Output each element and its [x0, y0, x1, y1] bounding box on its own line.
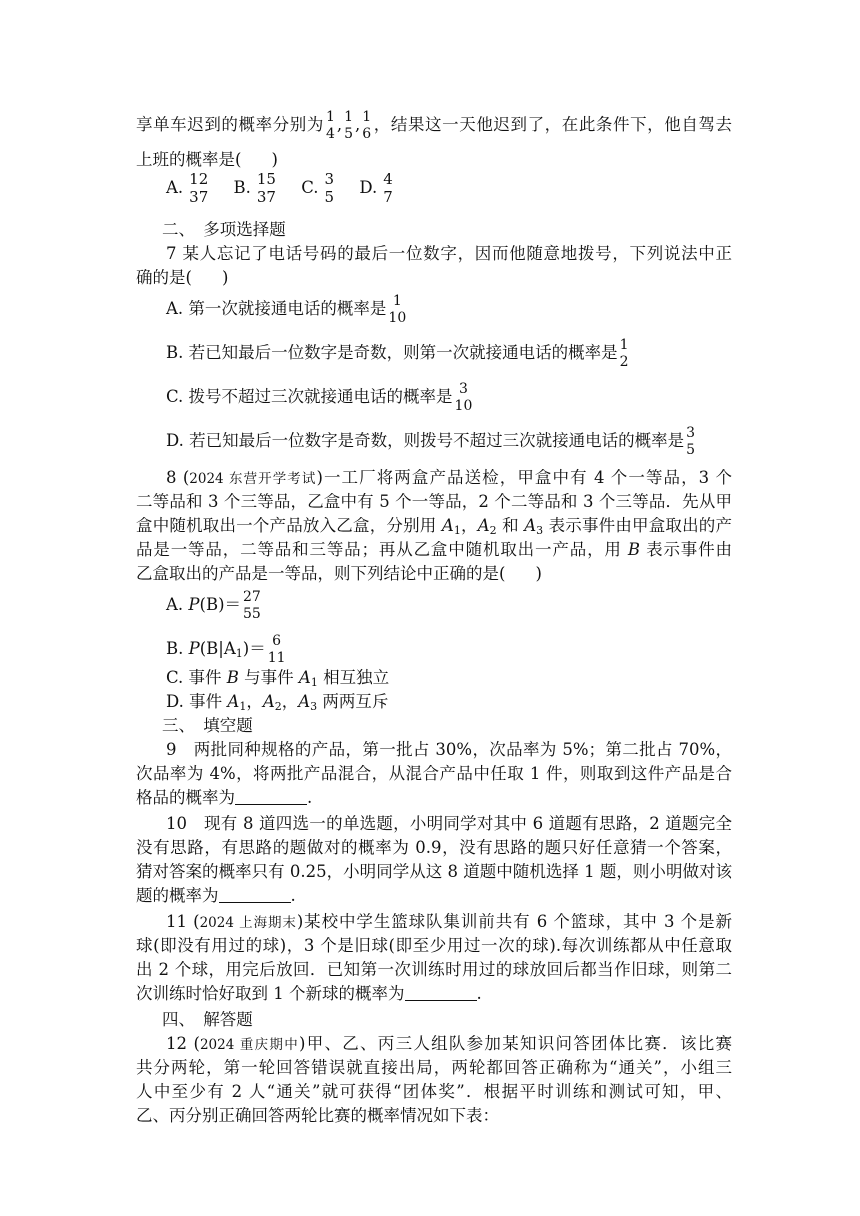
answer-blank[interactable] — [235, 788, 307, 805]
q8-option-d: D. 事件 $A_1$，$A_2$，$A_3$ 两两互斥 — [166, 692, 389, 713]
q6-line2: 上班的概率是( ) — [136, 150, 278, 169]
q12-line2: 共分两轮，第一轮回答错误就直接出局，两轮都回答正确称为“通关”，小组三 — [136, 1058, 732, 1077]
q6-options — [166, 172, 762, 205]
q7-option-a: A. 第一次就接通电话的概率是 1 10 — [166, 293, 407, 326]
q10-line4: 题的概率为 . — [136, 886, 296, 905]
q8-line2: 二等品和 3 个三等品，乙盒中有 5 个一等品，2 个二等品和 3 个三等品．先从甲 — [136, 492, 732, 511]
q7-option-b: B. 若已知最后一位数字是奇数，则第一次就接通电话的概率是 1 2 — [166, 337, 629, 370]
q11-line1: 11 (2024 上海期末)某校中学生篮球队集训前共有 6 个篮球，其中 3 个是新 — [166, 912, 732, 931]
question-source: 2024 重庆期中 — [199, 1037, 299, 1053]
answer-blank[interactable] — [405, 984, 477, 1001]
fraction: 4 7 — [383, 170, 393, 206]
q8-line1: 8 (2024 东营开学考试)一工厂将两盒产品送检，甲盒中有 4 个一等品，3 个 — [166, 468, 732, 487]
fraction: 15 37 — [256, 170, 276, 206]
q9-line3: 格品的概率为 . — [136, 788, 313, 807]
question-source: 2024 上海期末 — [199, 915, 297, 931]
q12-line4: 乙、丙分别正确回答两轮比赛的概率情况如下表： — [136, 1106, 499, 1125]
q6-option-c: C. 3 5 — [301, 170, 335, 206]
q8-line5: 乙盒取出的产品是一等品，则下列结论中正确的是( ) — [136, 564, 542, 583]
q6-option-a: A. 12 37 — [166, 170, 209, 206]
section-heading-4: 四、 解答题 — [162, 1010, 253, 1029]
q9-line2: 次品率为 4%，将两批产品混合，从混合产品中任取 1 件，则取到这件产品是合 — [136, 764, 732, 783]
q6-option-d: D. 4 7 — [359, 170, 393, 206]
q7-option-d: D. 若已知最后一位数字是奇数，则拨号不超过三次就接通电话的概率是 3 5 — [166, 425, 696, 458]
q11-line3: 出 2 个球，用完后放回．已知第一次训练时用过的球放回后都当作旧球，则第二 — [136, 960, 732, 979]
fraction: 1 5 — [344, 109, 354, 142]
q10-line2: 没有思路，有思路的题做对的概率为 0.9，没有思路的题只好任意猜一个答案， — [136, 838, 732, 857]
fraction: 1 2 — [619, 337, 629, 370]
q7-line1: 7 某人忘记了电话号码的最后一位数字，因而他随意地拨号，下列说法中正 — [166, 244, 732, 263]
q8-option-b: B. $P(B|A_1)=$ 6 11 — [166, 633, 286, 666]
question-source: 2024 东营开学考试 — [189, 471, 317, 487]
section-heading-3: 三、 填空题 — [162, 716, 253, 735]
q10-line3: 猜对答案的概率只有 0.25，小明同学从这 8 道题中随机选择 1 题，则小明做对该 — [136, 862, 732, 881]
fraction: 6 11 — [267, 633, 286, 666]
q8-option-a: A. P(B)＝ 27 55 — [166, 589, 261, 622]
q8-line4: 品是一等品，二等品和三等品；再从乙盒中随机取出一产品，用 B 表示事件由 — [136, 540, 733, 559]
fraction: 1 6 — [362, 109, 372, 142]
q10-line1: 10 现有 8 道四选一的单选题，小明同学对其中 6 道题有思路，2 道题完全 — [166, 814, 732, 833]
fraction: 3 10 — [454, 381, 473, 414]
fraction: 1 10 — [388, 293, 407, 326]
q6-option-b: B. 15 37 — [233, 170, 276, 206]
fraction: 1 4 — [325, 109, 335, 142]
q7-option-c: C. 拨号不超过三次就接通电话的概率是 3 10 — [166, 381, 473, 414]
q12-line3: 人中至少有 2 人“通关”就可获得“团体奖”．根据平时训练和测试可知，甲、 — [136, 1082, 732, 1101]
q8-line3: 盒中随机取出一个产品放入乙盒，分别用 $A_1$，$A_2$ 和 $A_3$ 表示事件由甲盒取出的产 — [136, 516, 733, 537]
q7-line2: 确的是( ) — [136, 268, 229, 287]
q12-line1: 12 (2024 重庆期中)甲、乙、丙三人组队参加某知识问答团体比赛．该比赛 — [166, 1034, 732, 1053]
answer-blank[interactable] — [219, 886, 291, 903]
section-heading-2: 二、 多项选择题 — [162, 220, 286, 239]
fraction: 3 5 — [324, 170, 335, 206]
q8-option-c: C. 事件 B 与事件 $A_1$ 相互独立 — [166, 668, 390, 689]
q11-line4: 次训练时恰好取到 1 个新球的概率为 . — [136, 984, 482, 1003]
fraction: 27 55 — [243, 589, 261, 622]
q6-line1: 享单车迟到的概率分别为 1 4 , 1 5 , 1 6 ，结果这一天他迟到了，在此条件下，他自驾去 — [136, 109, 733, 142]
fraction: 3 5 — [686, 425, 696, 458]
q9-line1: 9 两批同种规格的产品，第一批占 30%，次品率为 5%；第二批占 70%， — [166, 740, 732, 759]
q11-line2: 球(即没有用过的球)，3 个是旧球(即至少用过一次的球).每次训练都从中任意取 — [136, 936, 732, 955]
fraction: 12 37 — [189, 170, 209, 206]
